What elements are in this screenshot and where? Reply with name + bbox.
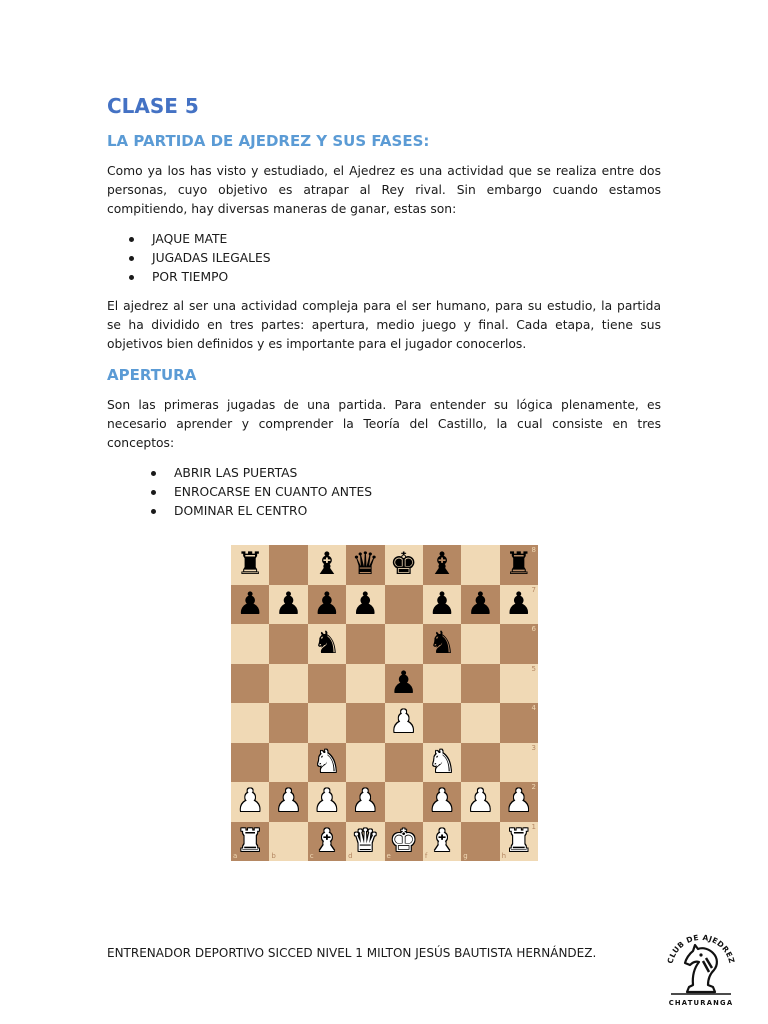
white-queen-icon: ♛ xyxy=(351,822,380,859)
square-a8 xyxy=(231,545,269,585)
bullet-icon xyxy=(129,275,134,280)
square-a3 xyxy=(231,743,269,783)
black-bishop-icon: ♝ xyxy=(313,546,341,583)
square-d1 xyxy=(346,822,384,862)
square-f6 xyxy=(423,624,461,664)
list-item: JUGADAS ILEGALES xyxy=(107,249,661,268)
square-a7 xyxy=(231,585,269,625)
square-c5 xyxy=(308,664,346,704)
square-a5 xyxy=(231,664,269,704)
bullet-icon xyxy=(129,237,134,242)
square-a4 xyxy=(231,703,269,743)
rank-label: 8 xyxy=(531,546,536,554)
square-d4 xyxy=(346,703,384,743)
square-f7 xyxy=(423,585,461,625)
square-f4 xyxy=(423,703,461,743)
square-d5 xyxy=(346,664,384,704)
file-label: f xyxy=(424,852,428,860)
square-h2 xyxy=(500,782,538,822)
section-heading-fases: LA PARTIDA DE AJEDREZ Y SUS FASES: xyxy=(107,132,430,150)
list-item: ABRIR LAS PUERTAS xyxy=(107,464,661,483)
square-g8 xyxy=(461,545,499,585)
square-h4 xyxy=(500,703,538,743)
bullet-icon xyxy=(151,490,156,495)
square-g5 xyxy=(461,664,499,704)
square-a1 xyxy=(231,822,269,862)
square-b6 xyxy=(269,624,307,664)
square-d2 xyxy=(346,782,384,822)
club-logo xyxy=(663,925,739,1007)
bullet-icon xyxy=(129,256,134,261)
square-a6 xyxy=(231,624,269,664)
square-e8 xyxy=(385,545,423,585)
file-label: a xyxy=(233,852,238,860)
square-c3 xyxy=(308,743,346,783)
black-pawn-icon: ♟ xyxy=(236,585,265,622)
phases-paragraph: El ajedrez al ser una actividad compleja para el ser humano, para su estudio, la partida se ha dividido en tres partes: apertura, medio juego y final. Cada etapa, tiene sus objetivos bien definidos y es importante para el jugador conocerlos. xyxy=(107,299,661,351)
square-d8 xyxy=(346,545,384,585)
black-king-icon: ♚ xyxy=(389,546,418,583)
square-d6 xyxy=(346,624,384,664)
intro-paragraph: Como ya los has visto y estudiado, el Ajedrez es una actividad que se realiza entre dos personas, cuyo objetivo es atrapar al Rey rival. Sin embargo cuando estamos compitiendo, hay diversas maneras de ganar, estas son: xyxy=(107,164,661,216)
list-item: DOMINAR EL CENTRO xyxy=(107,502,661,521)
rank-label: 4 xyxy=(531,704,536,712)
white-pawn-icon: ♟ xyxy=(274,783,303,820)
file-label: g xyxy=(463,852,468,860)
square-h1 xyxy=(500,822,538,862)
bullet-icon xyxy=(151,471,156,476)
white-pawn-icon: ♟ xyxy=(504,783,533,820)
square-b3 xyxy=(269,743,307,783)
rank-label: 5 xyxy=(531,664,536,673)
file-label: h xyxy=(501,852,507,860)
white-king-icon: ♚ xyxy=(389,822,418,859)
square-h8 xyxy=(500,545,538,585)
square-d3 xyxy=(346,743,384,783)
square-g2 xyxy=(461,782,499,822)
square-h5 xyxy=(500,664,538,704)
square-c7 xyxy=(308,585,346,625)
square-h3 xyxy=(500,743,538,783)
square-c8 xyxy=(308,545,346,585)
document-content xyxy=(107,93,661,531)
square-c2 xyxy=(308,782,346,822)
black-rook-icon: ♜ xyxy=(504,546,533,583)
win-methods-list xyxy=(107,230,661,287)
square-e5 xyxy=(385,664,423,704)
bullet-icon xyxy=(151,509,156,514)
square-g3 xyxy=(461,743,499,783)
square-g1 xyxy=(461,822,499,862)
black-rook-icon: ♜ xyxy=(236,546,265,583)
square-c1 xyxy=(308,822,346,862)
black-knight-icon: ♞ xyxy=(428,625,456,662)
logo-top-text: CLUB DE AJEDREZ xyxy=(665,932,737,965)
white-pawn-icon: ♟ xyxy=(466,783,495,820)
square-c6 xyxy=(308,624,346,664)
white-pawn-icon: ♟ xyxy=(389,704,418,741)
square-g6 xyxy=(461,624,499,664)
black-pawn-icon: ♟ xyxy=(504,585,533,622)
black-pawn-icon: ♟ xyxy=(389,664,418,701)
square-g4 xyxy=(461,703,499,743)
apertura-paragraph: Son las primeras jugadas de una partida. Para entender su lógica plenamente, es necesario aprender y comprender la Teoría del Castillo, la cual consiste en tres conceptos: xyxy=(107,398,661,450)
black-pawn-icon: ♟ xyxy=(274,585,303,622)
file-label: b xyxy=(271,852,276,860)
black-pawn-icon: ♟ xyxy=(428,585,456,622)
castle-theory-list xyxy=(107,464,661,521)
white-pawn-icon: ♟ xyxy=(351,783,380,820)
square-e6 xyxy=(385,624,423,664)
square-h7 xyxy=(500,585,538,625)
white-pawn-icon: ♟ xyxy=(313,783,341,820)
square-c4 xyxy=(308,703,346,743)
white-knight-icon: ♞ xyxy=(313,743,341,780)
chessboard xyxy=(231,545,538,861)
list-item: JAQUE MATE xyxy=(107,230,661,249)
square-f5 xyxy=(423,664,461,704)
chess-knight-icon xyxy=(685,945,717,992)
square-b2 xyxy=(269,782,307,822)
square-e4 xyxy=(385,703,423,743)
rank-label: 7 xyxy=(531,585,536,594)
square-f8 xyxy=(423,545,461,585)
square-e2 xyxy=(385,782,423,822)
black-bishop-icon: ♝ xyxy=(428,546,456,583)
logo-bottom-text: CHATURANGA xyxy=(668,999,734,1007)
page-title: CLASE 5 xyxy=(107,94,199,118)
square-a2 xyxy=(231,782,269,822)
square-b1 xyxy=(269,822,307,862)
black-pawn-icon: ♟ xyxy=(351,585,380,622)
white-bishop-icon: ♝ xyxy=(313,822,341,859)
rank-label: 2 xyxy=(531,783,536,791)
rank-label: 6 xyxy=(531,625,536,633)
square-b7 xyxy=(269,585,307,625)
file-label: d xyxy=(348,852,353,860)
rank-label: 3 xyxy=(531,743,536,752)
white-bishop-icon: ♝ xyxy=(428,822,456,859)
black-pawn-icon: ♟ xyxy=(466,585,495,622)
list-item: POR TIEMPO xyxy=(107,268,661,287)
square-f3 xyxy=(423,743,461,783)
white-rook-icon: ♜ xyxy=(236,822,265,859)
white-pawn-icon: ♟ xyxy=(236,783,265,820)
black-knight-icon: ♞ xyxy=(313,625,341,662)
white-knight-icon: ♞ xyxy=(428,743,456,780)
square-d7 xyxy=(346,585,384,625)
square-f1 xyxy=(423,822,461,862)
square-e1 xyxy=(385,822,423,862)
rank-label: 1 xyxy=(531,822,536,831)
square-f2 xyxy=(423,782,461,822)
section-heading-apertura: APERTURA xyxy=(107,366,197,384)
square-b4 xyxy=(269,703,307,743)
file-label: c xyxy=(309,852,314,860)
list-item: ENROCARSE EN CUANTO ANTES xyxy=(107,483,661,502)
black-queen-icon: ♛ xyxy=(351,546,380,583)
footer-credit: ENTRENADOR DEPORTIVO SICCED NIVEL 1 MILTON JESÚS BAUTISTA HERNÁNDEZ. xyxy=(107,946,597,960)
file-label: e xyxy=(386,852,391,860)
square-b8 xyxy=(269,545,307,585)
square-h6 xyxy=(500,624,538,664)
square-g7 xyxy=(461,585,499,625)
square-b5 xyxy=(269,664,307,704)
square-e7 xyxy=(385,585,423,625)
black-pawn-icon: ♟ xyxy=(313,585,341,622)
white-pawn-icon: ♟ xyxy=(428,783,456,820)
square-e3 xyxy=(385,743,423,783)
white-rook-icon: ♜ xyxy=(504,822,533,859)
